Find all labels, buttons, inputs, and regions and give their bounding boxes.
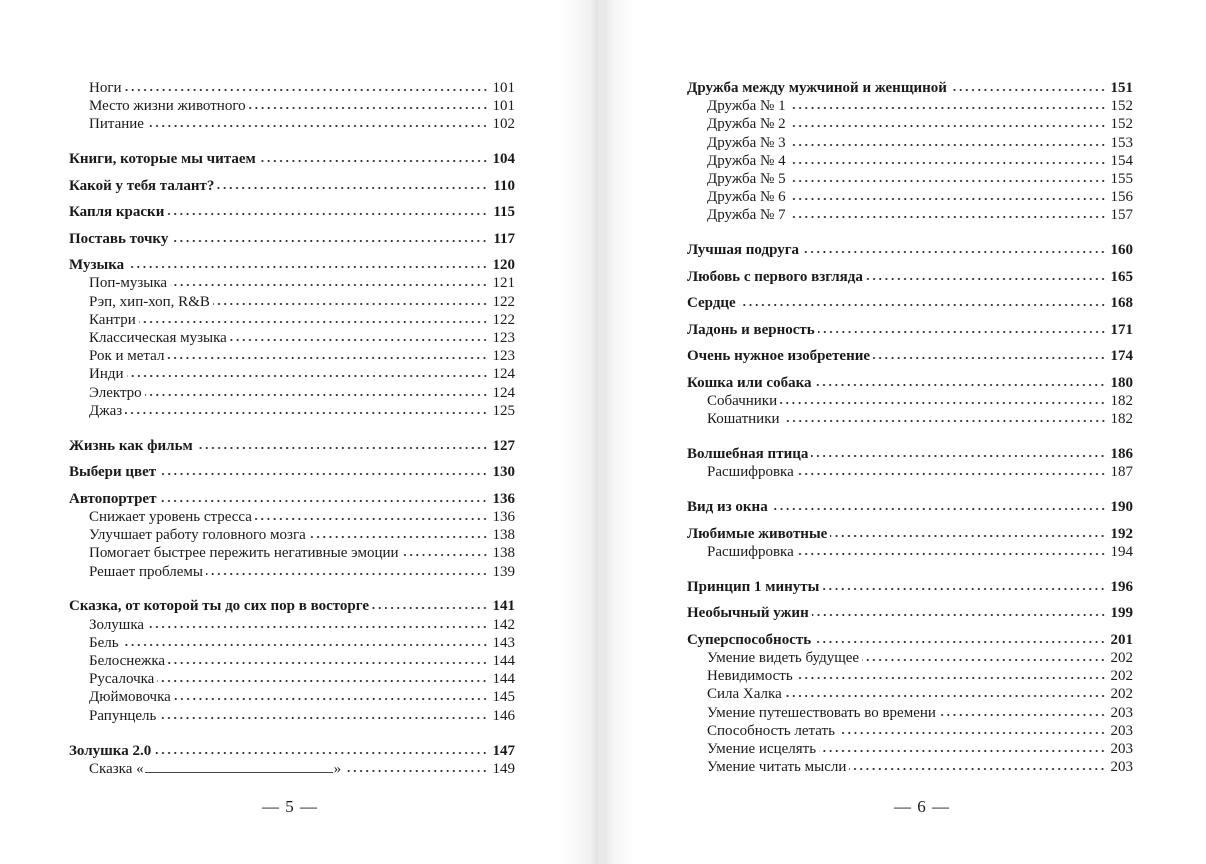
page-ref: 171 (1110, 321, 1133, 338)
dot-leader (789, 137, 1106, 147)
dot-leader (830, 528, 1106, 538)
dot-leader (206, 566, 488, 576)
entry-title: Невидимость (707, 668, 793, 685)
page-ref: 153 (1110, 134, 1133, 151)
dot-leader (819, 743, 1106, 753)
dot-leader (171, 233, 488, 243)
entry-title: Сила Халка (707, 686, 782, 703)
page-ref: 145 (492, 689, 515, 706)
toc-group (687, 631, 1133, 777)
entry-title: Золушка (89, 616, 145, 633)
dot-leader (159, 710, 488, 720)
dot-leader (309, 529, 488, 539)
toc-chapter (69, 230, 515, 248)
toc-subsection (69, 707, 515, 725)
toc-chapter (687, 347, 1133, 365)
entry-title: Рэп, хип-хоп, R&B (89, 293, 210, 310)
dot-leader (838, 725, 1106, 735)
toc-group (69, 437, 515, 455)
toc-group (69, 742, 515, 778)
toc-subsection (69, 347, 515, 365)
toc-chapter (69, 177, 515, 195)
toc-chapter (687, 631, 1133, 649)
toc-chapter (687, 321, 1133, 339)
dot-leader (259, 153, 488, 163)
entry-title: Ладонь и верность (687, 321, 815, 338)
entry-title: Капля краски (69, 204, 165, 221)
entry-title: Улучшает работу головного мозга (89, 527, 306, 544)
dot-leader (159, 466, 488, 476)
page-ref: 157 (1110, 207, 1133, 224)
page-ref: 196 (1110, 578, 1133, 595)
page-ref: 143 (492, 634, 515, 651)
toc-group (687, 268, 1133, 286)
toc-subsection (687, 758, 1133, 776)
page-ref: 124 (492, 384, 515, 401)
dot-leader (372, 600, 488, 610)
toc-subsection (69, 329, 515, 347)
entry-title: Дюймовочка (89, 689, 171, 706)
toc-group (687, 525, 1133, 561)
page-ref: 155 (1110, 170, 1133, 187)
entry-title-end: » (333, 760, 342, 777)
entry-title: Кошка или собака (687, 374, 812, 391)
entry-title: Вид из окна (687, 499, 768, 516)
dot-leader (174, 691, 488, 701)
toc-group (687, 294, 1133, 312)
dot-leader (818, 324, 1106, 334)
page-ref: 130 (492, 464, 515, 481)
page-ref: 122 (492, 293, 515, 310)
page-ref: 115 (493, 204, 515, 221)
toc-subsection (687, 115, 1133, 133)
page-ref: 120 (492, 257, 515, 274)
page-ref: 192 (1110, 525, 1133, 542)
toc-chapter (687, 241, 1133, 259)
page-ref: 202 (1110, 668, 1133, 685)
toc-group (687, 498, 1133, 516)
page-ref: 144 (492, 653, 515, 670)
entry-title: Дружба № 1 (707, 98, 786, 115)
toc-list (69, 79, 515, 795)
dot-leader (789, 155, 1106, 165)
toc-chapter (687, 578, 1133, 596)
toc-chapter (69, 203, 515, 221)
toc-subsection (69, 544, 515, 562)
dot-leader (125, 82, 488, 92)
dot-leader (789, 209, 1106, 219)
toc-subsection (687, 704, 1133, 722)
entry-title: Любимые животные (687, 525, 828, 542)
dot-leader (785, 688, 1106, 698)
toc-subsection (69, 402, 515, 420)
page-ref: 187 (1110, 464, 1133, 481)
toc-subsection (69, 760, 515, 778)
dot-leader (230, 332, 488, 342)
entry-title: Дружба между мужчиной и женщиной (687, 80, 947, 96)
entry-title: Расшифровка (707, 543, 794, 560)
page-ref: 160 (1110, 242, 1133, 259)
entry-title: Умение видеть будущее (707, 650, 860, 667)
page-ref: 203 (1110, 704, 1133, 721)
entry-title: Джаз (89, 402, 123, 419)
page-ref: 182 (1110, 411, 1133, 428)
page-ref: 168 (1110, 295, 1133, 312)
entry-title: Рок и метал (89, 348, 165, 365)
dot-leader (822, 581, 1106, 591)
toc-subsection (69, 274, 515, 292)
toc-chapter (687, 268, 1133, 286)
entry-title: Золушка 2.0 (69, 742, 152, 759)
page-ref: 136 (492, 508, 515, 525)
toc-chapter (687, 374, 1133, 392)
page-ref: 203 (1110, 722, 1133, 739)
toc-group (69, 597, 515, 724)
dot-leader (862, 652, 1106, 662)
toc-subsection (69, 97, 515, 115)
entry-title: Дружба № 2 (707, 116, 786, 133)
toc-chapter (687, 294, 1133, 312)
entry-title: Электро (89, 384, 142, 401)
dot-leader (402, 547, 488, 557)
page-ref: 122 (492, 311, 515, 328)
page-ref: 138 (492, 527, 515, 544)
page-ref: 123 (492, 348, 515, 365)
page-ref: 202 (1110, 686, 1133, 703)
entry-title: Инди (89, 366, 124, 383)
entry-title: Волшебная птица (687, 446, 809, 463)
entry-title: Решает проблемы (89, 563, 203, 580)
page-ref: 180 (1110, 374, 1133, 391)
dot-leader (127, 368, 488, 378)
page-number: — 6 — (894, 797, 950, 816)
entry-title: Очень нужное изобретение (687, 348, 871, 365)
entry-title: Рапунцель (89, 707, 157, 724)
dot-leader (145, 387, 488, 397)
entry-title: Сердце (687, 295, 736, 312)
page-number: — 5 — (262, 797, 318, 816)
dot-leader (780, 395, 1106, 405)
toc-group (69, 203, 515, 221)
toc-subsection (69, 384, 515, 402)
toc-group (69, 150, 515, 168)
page-ref: 102 (492, 116, 515, 133)
entry-title: Сказка « (89, 760, 144, 777)
dot-leader (167, 206, 488, 216)
toc-subsection (687, 543, 1133, 561)
dot-leader (255, 511, 488, 521)
entry-title: Любовь с первого взгляда (687, 268, 863, 285)
entry-title: Принцип 1 минуты (687, 578, 820, 595)
entry-title: Музыка (69, 257, 125, 274)
page-ref: 202 (1110, 650, 1133, 667)
page-ref: 136 (492, 490, 515, 507)
page-ref: 154 (1110, 152, 1133, 169)
entry-title: Необычный ужин (687, 605, 809, 622)
dot-leader (873, 350, 1106, 360)
dot-leader (196, 440, 488, 450)
entry-title: Умение путешествовать во времени (707, 704, 936, 721)
toc-group (687, 578, 1133, 596)
dot-leader (797, 466, 1106, 476)
page-ref: 139 (492, 563, 515, 580)
toc-subsection (69, 293, 515, 311)
dot-leader (127, 259, 488, 269)
dot-leader (812, 607, 1106, 617)
page-ref: 146 (492, 707, 515, 724)
dot-leader (866, 271, 1106, 281)
toc-subsection (687, 392, 1133, 410)
dot-leader (249, 100, 488, 110)
dot-leader (122, 637, 488, 647)
dot-leader (167, 350, 488, 360)
toc-chapter (69, 463, 515, 481)
toc-chapter (69, 490, 515, 508)
entry-title: Кошатники (707, 411, 780, 428)
page-ref: 147 (492, 742, 515, 759)
entry-title: Умение исцелять (707, 741, 817, 757)
toc-chapter (687, 498, 1133, 516)
entry-title: Жизнь как фильм (69, 437, 193, 454)
page-ref: 141 (492, 598, 515, 615)
entry-title: Дружба № 7 (707, 207, 786, 224)
page-ref: 127 (492, 437, 515, 454)
toc-subsection (687, 685, 1133, 703)
dot-leader (789, 118, 1106, 128)
toc-subsection (687, 667, 1133, 685)
toc-group (69, 256, 515, 420)
entry-title: Сказка, от которой ты до сих пор в восторге (69, 598, 370, 615)
toc-subsection (69, 688, 515, 706)
dot-leader (789, 100, 1106, 110)
blank-line (145, 760, 333, 773)
toc-group (687, 347, 1133, 365)
toc-subsection (687, 722, 1133, 740)
toc-list (687, 79, 1133, 793)
toc-group (69, 230, 515, 248)
page-ref: 156 (1110, 189, 1133, 206)
page-ref: 199 (1110, 605, 1133, 622)
dot-leader (783, 413, 1106, 423)
toc-subsection (69, 508, 515, 526)
page-ref: 124 (492, 366, 515, 383)
toc-group (69, 490, 515, 581)
dot-leader (217, 180, 488, 190)
entry-title: Классическая музыка (89, 330, 227, 347)
toc-subsection (69, 365, 515, 383)
page-ref: 194 (1110, 543, 1133, 560)
entry-title: Дружба № 5 (707, 170, 786, 187)
dot-leader (213, 296, 488, 306)
toc-subsection (69, 115, 515, 133)
entry-title: Поп-музыка (89, 275, 168, 292)
toc-subsection (687, 188, 1133, 206)
entry-title: Способность летать (707, 722, 835, 739)
toc-group (687, 604, 1133, 622)
entry-title: Снижает уровень стресса (89, 508, 252, 525)
page-ref: 182 (1110, 392, 1133, 409)
entry-title: Расшифровка (707, 464, 794, 481)
entry-title: Дружба № 4 (707, 152, 786, 169)
entry-title: Кантри (89, 311, 136, 328)
dot-leader (154, 745, 488, 755)
dot-leader (814, 634, 1106, 644)
dot-leader (139, 314, 488, 324)
toc-chapter (69, 597, 515, 615)
toc-chapter (687, 525, 1133, 543)
toc-group (69, 177, 515, 195)
entry-title: Бель (89, 634, 119, 651)
page-ref: 152 (1110, 98, 1133, 115)
dot-leader (789, 173, 1106, 183)
dot-leader (771, 501, 1106, 511)
page-ref: 123 (492, 330, 515, 347)
entry-title: Книги, которые мы читаем (69, 151, 256, 168)
right-page (604, 0, 1206, 864)
page-ref: 152 (1110, 116, 1133, 133)
toc-subsection (687, 97, 1133, 115)
dot-leader (159, 493, 488, 503)
dot-leader (147, 118, 488, 128)
toc-subsection (687, 649, 1133, 667)
page-ref: 101 (492, 98, 515, 115)
entry-title: Какой у тебя талант? (69, 177, 215, 194)
page-ref: 151 (1110, 80, 1133, 96)
dot-leader (939, 707, 1106, 717)
entry-title: Русалочка (89, 671, 155, 688)
toc-subsection (687, 152, 1133, 170)
dot-leader (170, 277, 488, 287)
dot-leader (168, 655, 488, 665)
toc-subsection (69, 526, 515, 544)
toc-subsection (687, 170, 1133, 188)
toc-subsection (69, 563, 515, 581)
page-ref: 117 (493, 230, 515, 247)
toc-subsection (69, 79, 515, 97)
toc-subsection (69, 616, 515, 634)
toc-group (69, 463, 515, 481)
toc-subsection (687, 134, 1133, 152)
toc-subsection (687, 463, 1133, 481)
toc-subsection (687, 740, 1133, 758)
page-ref: 203 (1110, 759, 1133, 776)
entry-title: Дружба № 6 (707, 189, 786, 206)
toc-subsection (69, 634, 515, 652)
dot-leader (849, 761, 1106, 771)
toc-group (687, 321, 1133, 339)
entry-title: Дружба № 3 (707, 134, 786, 151)
entry-title: Белоснежка (89, 653, 166, 670)
entry-title: Ноги (89, 80, 122, 96)
toc-group (687, 374, 1133, 429)
entry-title: Питание (89, 116, 144, 133)
entry-title: Автопортрет (69, 490, 157, 507)
dot-leader (157, 673, 488, 683)
dot-leader (802, 244, 1106, 254)
toc-chapter (69, 437, 515, 455)
page-ref: 144 (492, 671, 515, 688)
page-ref: 110 (493, 177, 515, 194)
dot-leader (147, 619, 488, 629)
entry-title: Поставь точку (69, 230, 169, 247)
dot-leader (739, 297, 1106, 307)
dot-leader (344, 763, 488, 773)
page-ref: 165 (1110, 268, 1133, 285)
toc-group (687, 241, 1133, 259)
dot-leader (811, 448, 1106, 458)
entry-title: Лучшая подруга (687, 242, 800, 259)
dot-leader (125, 405, 488, 415)
toc-subsection (69, 311, 515, 329)
toc-subsection (687, 206, 1133, 224)
entry-title: Место жизни животного (89, 98, 246, 115)
page-ref: 121 (492, 275, 515, 292)
toc-subsection (69, 652, 515, 670)
entry-title: Суперспособность (687, 631, 812, 648)
page-ref: 125 (492, 402, 515, 419)
page-ref: 138 (492, 545, 515, 562)
page-ref: 149 (492, 760, 515, 777)
page-ref: 203 (1110, 741, 1133, 757)
page-ref: 101 (492, 80, 515, 96)
toc-chapter (687, 79, 1133, 97)
dot-leader (814, 377, 1106, 387)
entry-title: Выбери цвет (69, 464, 157, 481)
entry-title: Умение читать мысли (707, 759, 847, 776)
toc-chapter (687, 445, 1133, 463)
toc-chapter (687, 604, 1133, 622)
dot-leader (796, 670, 1106, 680)
toc-group (687, 79, 1133, 225)
dot-leader (797, 546, 1106, 556)
toc-subsection (687, 410, 1133, 428)
entry-title: Собачники (707, 392, 778, 409)
page-ref: 174 (1110, 348, 1133, 365)
page-ref: 142 (492, 616, 515, 633)
page-ref: 186 (1110, 446, 1133, 463)
page-ref: 201 (1110, 631, 1133, 648)
toc-group (687, 445, 1133, 481)
dot-leader (950, 82, 1106, 92)
dot-leader (789, 191, 1106, 201)
page-ref: 104 (492, 151, 515, 168)
left-page (0, 0, 598, 864)
toc-group (69, 79, 515, 134)
entry-title: Помогает быстрее пережить негативные эмоции (89, 545, 399, 562)
toc-chapter (69, 742, 515, 760)
toc-subsection (69, 670, 515, 688)
page-ref: 190 (1110, 499, 1133, 516)
toc-chapter (69, 256, 515, 274)
toc-chapter (69, 150, 515, 168)
